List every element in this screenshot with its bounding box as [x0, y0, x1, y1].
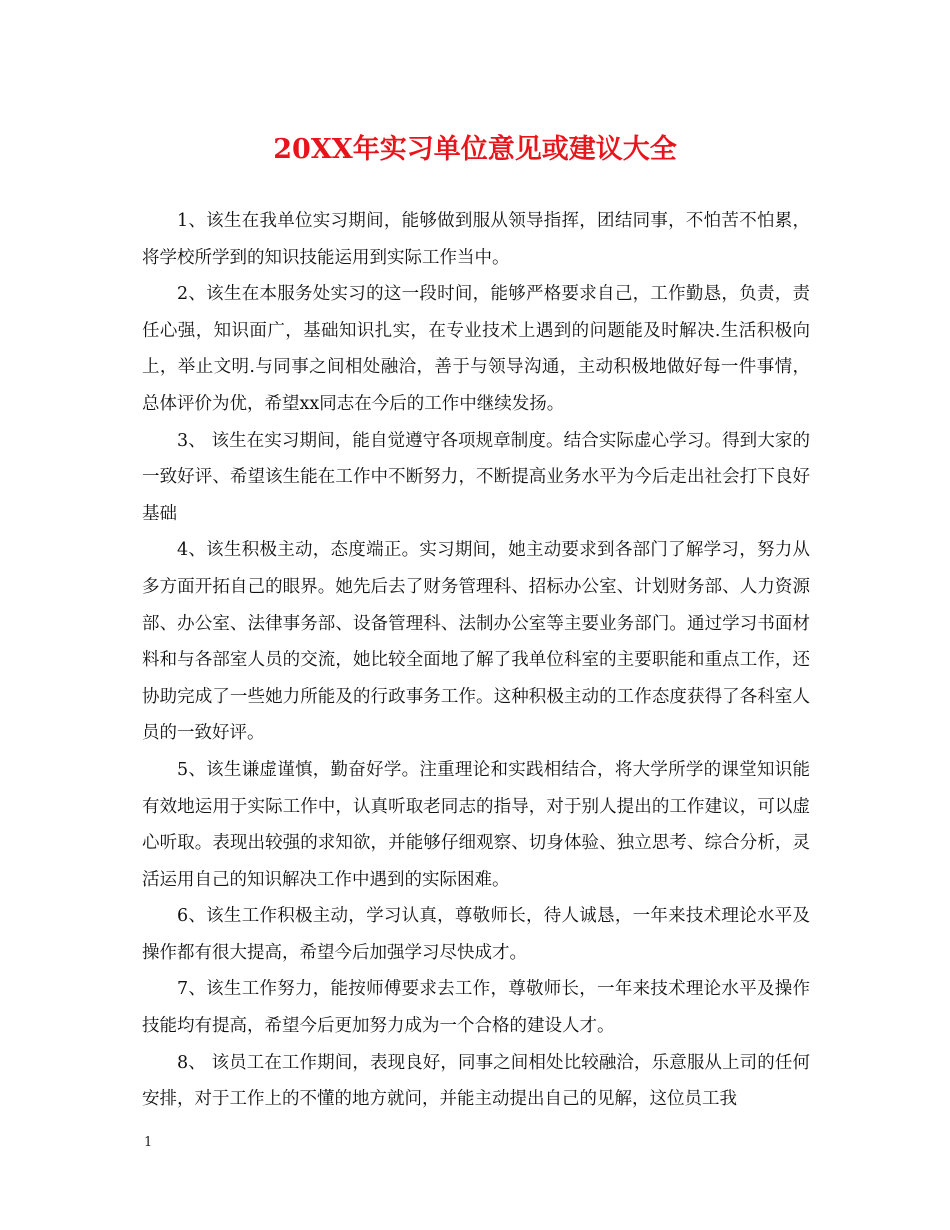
- paragraph-8: 8、 该员工在工作期间，表现良好，同事之间相处比较融洽，乐意服从上司的任何安排，对于工作上的不懂的地方就问，并能主动提出自己的见解，这位员工我: [142, 1052, 810, 1110]
- document-title: 20XX年实习单位意见或建议大全: [273, 134, 677, 165]
- page-number: 1: [144, 1135, 153, 1150]
- paragraph-7: 7、该生工作努力，能按师傅要求去工作，尊敬师长，一年来技术理论水平及操作技能均有提高，希望今后更加努力成为一个合格的建设人才。: [142, 979, 810, 1037]
- paragraph-4: 4、该生积极主动，态度端正。实习期间，她主动要求到各部门了解学习，努力从多方面开拓自己的眼界。她先后去了财务管理科、招标办公室、计划财务部、人力资源部、办公室、法律事务部、设备管理科、法制办公室等主要业务部门。通过学习书面材料和与各部室人员的交流，她比较全面地了解了我单位科室的主要职能和重点工作，还协助完成了一些她力所能及的行政事务工作。这种积极主动的工作态度获得了各科室人员的一致好评。: [142, 540, 810, 744]
- paragraph-6: 6、该生工作积极主动，学习认真，尊敬师长，待人诚恳，一年来技术理论水平及操作都有很大提高，希望今后加强学习尽快成才。: [142, 906, 810, 963]
- paragraph-2: 2、该生在本服务处实习的这一段时间，能够严格要求自己，工作勤恳，负责，责任心强，知识面广，基础知识扎实，在专业技术上遇到的问题能及时解决.生活积极向上，举止文明.与同事之间相处融洽，善于与领导沟通，主动积极地做好每一件事情，总体评价为优，希望xx同志在今后的工作中继续发扬。: [142, 284, 810, 414]
- paragraph-3: 3、 该生在实习期间，能自觉遵守各项规章制度。结合实际虚心学习。得到大家的一致好评、希望该生能在工作中不断努力，不断提高业务水平为今后走出社会打下良好基础: [142, 430, 810, 524]
- paragraph-5: 5、该生谦虚谨慎，勤奋好学。注重理论和实践相结合，将大学所学的课堂知识能有效地运用于实际工作中，认真听取老同志的指导，对于别人提出的工作建议，可以虚心听取。表现出较强的求知欲，并能够仔细观察、切身体验、独立思考、综合分析，灵活运用自己的知识解决工作中遇到的实际困难。: [142, 759, 810, 890]
- paragraph-1: 1、该生在我单位实习期间，能够做到服从领导指挥，团结同事，不怕苦不怕累，将学校所学到的知识技能运用到实际工作当中。: [142, 211, 810, 268]
- document-body: [142, 203, 810, 1118]
